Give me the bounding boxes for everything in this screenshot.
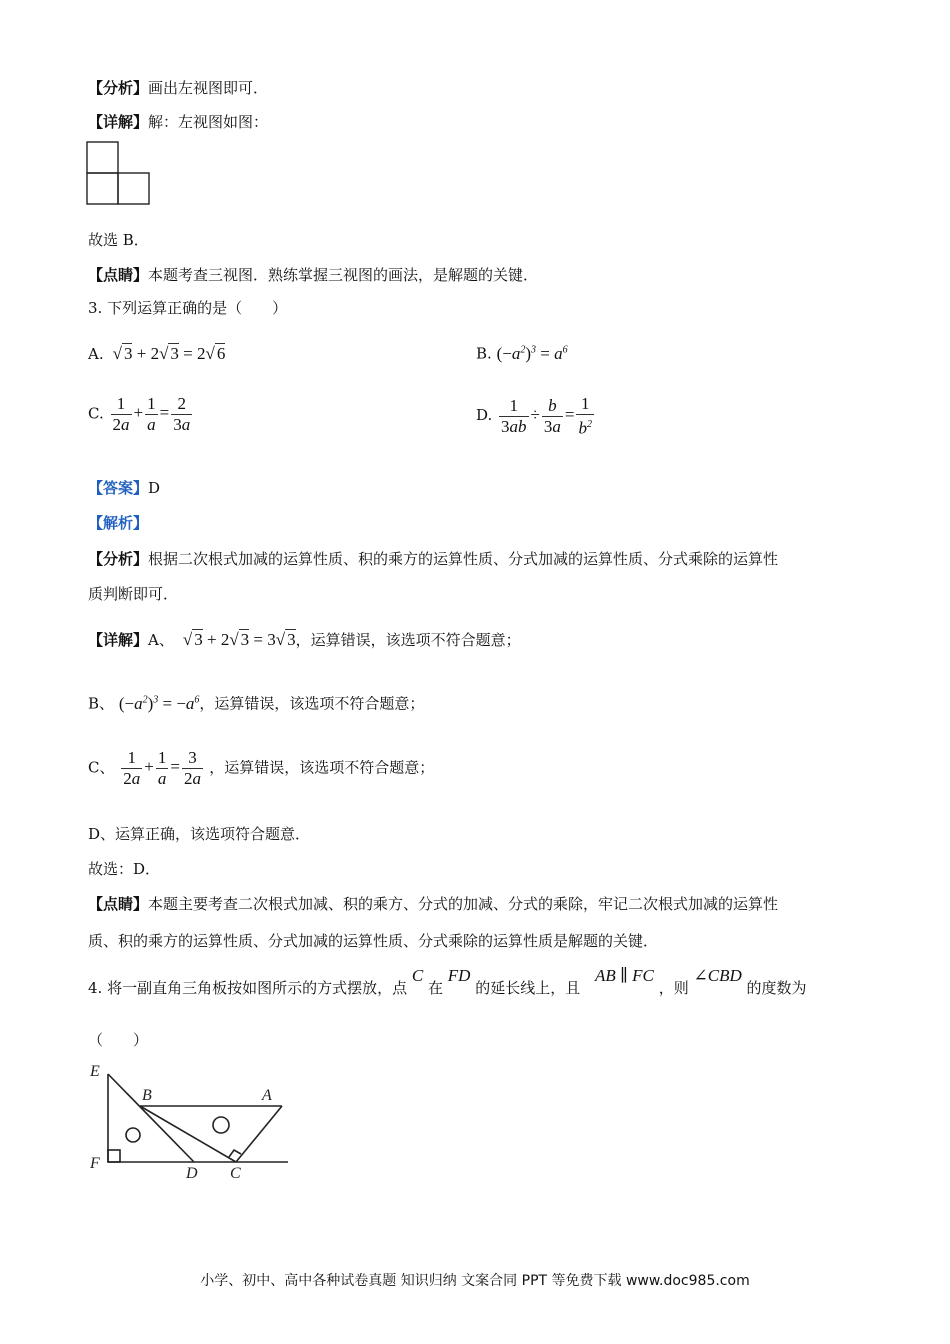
detail-2-tag: 【详解】 xyxy=(88,631,149,649)
q4-stem-part-a: 4. 将一副直角三角板按如图所示的方式摆放，点 xyxy=(88,979,408,997)
analysis-tag: 【分析】 xyxy=(88,79,149,97)
q4-stem-part-e: 的度数为 xyxy=(746,979,807,997)
detail-b-text: ，运算错误，该选项不符合题意； xyxy=(199,694,425,713)
triangle-figure xyxy=(84,1058,294,1184)
q4-parallel-condition: AB ∥ FC xyxy=(595,966,654,985)
left-view-bottom-left-square xyxy=(87,173,118,204)
option-a-expr: √ 3 + 2√ 3 = 2√ 6 xyxy=(108,344,226,363)
analysis-2-line1 xyxy=(88,549,778,569)
option-b xyxy=(476,340,568,364)
page-footer: 小学、初中、高中各种试卷真题 知识归纳 文案合同 PPT 等免费下载 www.doc985.com xyxy=(200,1273,750,1289)
option-a xyxy=(88,344,225,364)
question-4-stem xyxy=(88,966,807,998)
detail-a-text: ，运算错误，该选项不符合题意； xyxy=(295,631,521,649)
q4-stem-part-c: 的延长线上，且 xyxy=(475,979,581,997)
segment-bc xyxy=(140,1106,236,1162)
left-view-figure xyxy=(86,141,152,205)
label-c: C xyxy=(230,1165,241,1182)
detail-text: 解：左视图如图： xyxy=(148,113,269,131)
analysis-2-line2: 质判断即可． xyxy=(88,585,179,603)
choose-b-text: 故选 B． xyxy=(88,231,149,249)
comment-2-text1: 本题主要考查二次根式加减、积的乘方、分式的加减、分式的乘除，牢记二次根式加减的运算性 xyxy=(148,895,779,913)
comment-line xyxy=(88,265,538,285)
detail-b-prefix: B、 xyxy=(88,694,115,713)
option-b-expr: $(-a^2)^3 = a^6$ xyxy=(496,343,568,363)
hole-small-triangle xyxy=(126,1128,140,1142)
detail-c-text: ，运算错误，该选项不符合题意； xyxy=(209,758,435,777)
analysis-line xyxy=(88,78,268,98)
analysis-2-text1: 根据二次根式加减的运算性质、积的乘方的运算性质、分式加减的运算性质、分式乘除的运算性 xyxy=(148,550,779,568)
analysis-2-tag: 【分析】 xyxy=(88,550,149,568)
choose-b-line xyxy=(88,230,149,250)
detail-c-prefix: C、 xyxy=(88,758,115,777)
detail-final-line: 故选：D． xyxy=(88,860,161,878)
detail-d-line: D、运算正确，该选项符合题意． xyxy=(88,825,311,843)
answer-line xyxy=(88,478,160,498)
answer-tag: 【答案】 xyxy=(88,479,149,497)
label-b: B xyxy=(142,1087,152,1104)
detail-tag: 【详解】 xyxy=(88,113,149,131)
option-d xyxy=(476,394,596,439)
question-3-stem: 3. 下列运算正确的是（ ） xyxy=(88,299,288,317)
comment-2-line1 xyxy=(88,894,778,914)
option-d-label: D. xyxy=(476,406,493,425)
solution-heading xyxy=(88,513,148,533)
detail-b-expr: $(-a^2)^3 = -a^6$ xyxy=(118,693,200,713)
detail-a-line xyxy=(88,630,521,650)
option-d-expr: $\frac{1}{3ab}$ ÷ $\frac{b}{3a}$ = $\frac{1}{b^2}$ xyxy=(501,394,592,438)
q4-stem-part-d: ，则 xyxy=(658,979,689,997)
answer-text: D xyxy=(148,479,161,497)
option-c-expr: $\frac{1}{2a}$ + $\frac{1}{a}$ = $\frac{2}{3a}$ xyxy=(112,394,191,434)
detail-line xyxy=(88,112,268,132)
q4-point-c: C xyxy=(411,966,424,985)
q4-stem-part-b: 在 xyxy=(428,979,444,997)
right-angle-f xyxy=(108,1150,120,1162)
option-b-label: B. xyxy=(476,344,492,363)
left-view-top-square xyxy=(87,142,118,173)
comment-2-line2: 质、积的乘方的运算性质、分式加减的运算性质、分式乘除的运算性质是解题的关键． xyxy=(88,932,659,950)
detail-c-expr: $\frac{1}{2a}$ + $\frac{1}{a}$ = $\frac{3}{2a}$ xyxy=(123,748,201,788)
right-angle-c xyxy=(229,1150,241,1157)
comment-tag: 【点睛】 xyxy=(88,266,149,284)
segment-ac xyxy=(236,1106,282,1162)
question-4-paren: （ ） xyxy=(88,1031,149,1049)
q4-angle-cbd: ∠CBD xyxy=(693,966,742,985)
label-d: D xyxy=(186,1165,198,1182)
left-view-bottom-right-square xyxy=(118,173,149,204)
option-c-label: C. xyxy=(88,404,104,423)
analysis-text: 画出左视图即可． xyxy=(148,79,269,97)
comment-text: 本题考查三视图．熟练掌握三视图的画法，是解题的关键． xyxy=(148,266,539,284)
option-a-label: A. xyxy=(88,345,104,363)
q4-line-fd: FD xyxy=(447,966,471,985)
detail-c-line xyxy=(88,748,434,789)
option-c xyxy=(88,394,194,435)
label-a: A xyxy=(262,1087,272,1104)
detail-b-line xyxy=(88,690,424,714)
detail-a-prefix: A、 xyxy=(148,631,174,649)
label-f: F xyxy=(90,1155,100,1172)
comment-2-tag: 【点睛】 xyxy=(88,895,149,913)
label-e: E xyxy=(90,1063,100,1080)
detail-a-expr: √ 3 + 2√ 3 = 3√ 3 xyxy=(178,630,296,649)
hole-large-triangle xyxy=(213,1117,229,1133)
solution-tag: 【解析】 xyxy=(88,514,149,532)
